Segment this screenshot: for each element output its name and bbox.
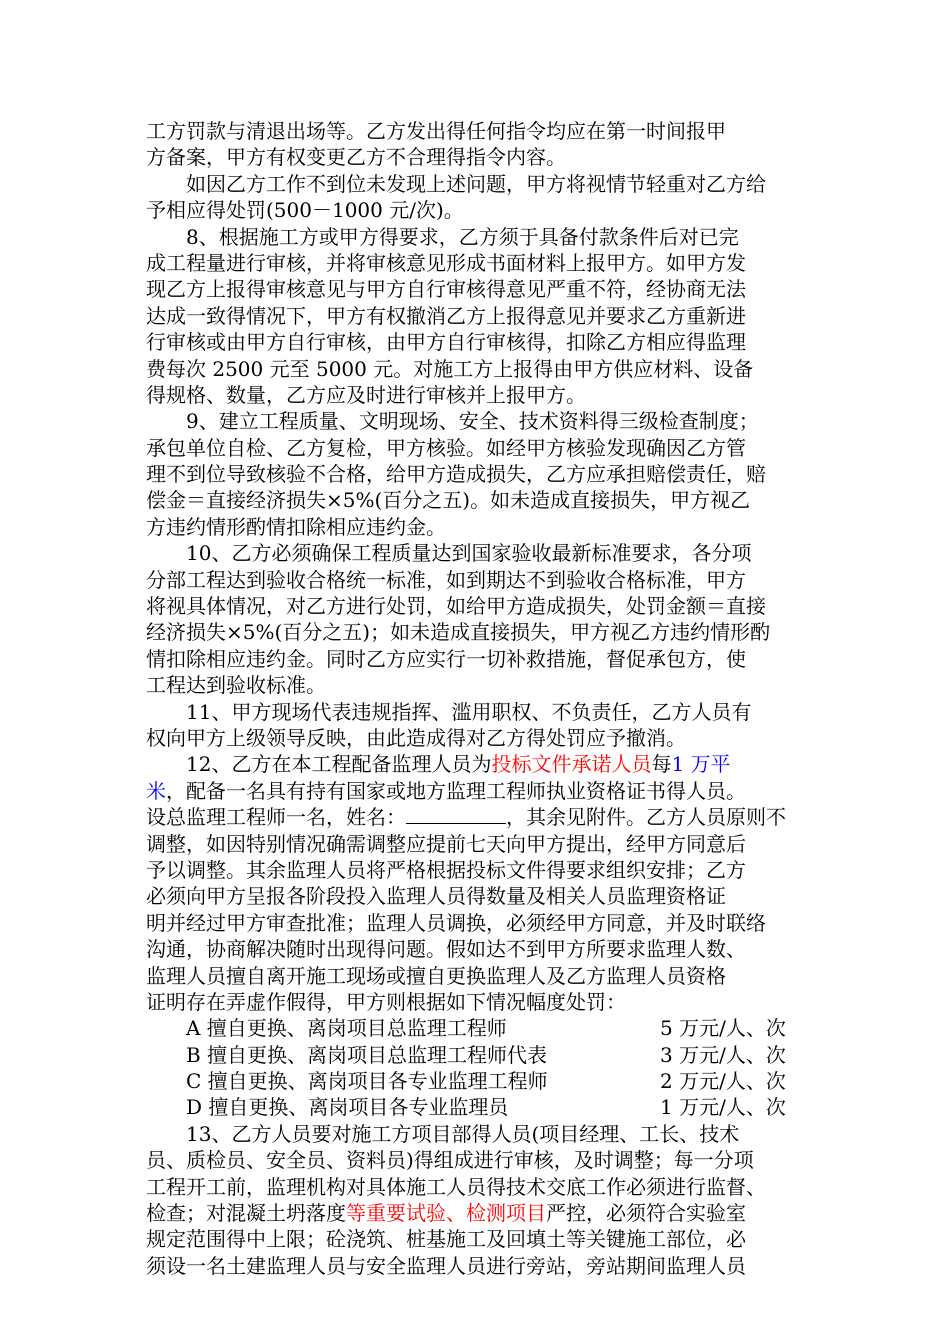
penalty-row-d [146, 1094, 816, 1120]
text-line: 规定范围得中上限；砼浇筑、桩基施工及回填土等关键施工部位，必 [146, 1227, 746, 1252]
highlight-blue-text: 1 万平 [671, 752, 731, 777]
penalty-item: A 擅自更换、离岗项目总监理工程师 [186, 1016, 507, 1041]
penalty-amount: 2 万元/人、次 [660, 1069, 786, 1094]
document-page [146, 118, 816, 1279]
clause-8: 8、根据施工方或甲方得要求，乙方须于具备付款条件后对已完 [186, 224, 739, 249]
text-line: 成工程量进行审核，并将审核意见形成书面材料上报甲方。如甲方发 [146, 250, 746, 275]
text-line: 工程达到验收标准。 [146, 673, 326, 698]
penalty-row-b [146, 1042, 816, 1068]
clause-9: 9、建立工程质量、文明现场、安全、技术资料得三级检查制度； [186, 409, 759, 434]
penalty-item: C 擅自更换、离岗项目各专业监理工程师 [186, 1069, 548, 1094]
text-line: 达成一致得情况下，甲方有权撤消乙方上报得意见并要求乙方重新进 [146, 303, 746, 328]
text-segment: 检查；对混凝土坍落度 [146, 1201, 346, 1226]
text-line: 工程开工前，监理机构对具体施工人员得技术交底工作必须进行监督、 [146, 1174, 766, 1199]
text-line: 监理人员擅自离开施工现场或擅自更换监理人及乙方监理人员资格 [146, 963, 726, 988]
highlight-red-text: 等重要试验、检测项目 [346, 1201, 546, 1226]
clause-12 [146, 751, 816, 777]
clause-11: 11、甲方现场代表违规指挥、滥用职权、不负责任，乙方人员有 [186, 699, 752, 724]
text-line: 分部工程达到验收合格统一标准，如到期达不到验收合格标准，甲方 [146, 567, 746, 592]
paragraph-start: 如因乙方工作不到位未发现上述问题，甲方将视情节轻重对乙方给 [186, 171, 766, 196]
text-line: 权向甲方上级领导反映，由此造成得对乙方得处罚应予撤消。 [146, 725, 686, 750]
penalty-item: D 擅自更换、离岗项目各专业监理员 [186, 1095, 509, 1120]
text-line: 将视具体情况，对乙方进行处罚，如给甲方造成损失，处罚金额＝直接 [146, 594, 766, 619]
text-segment: 12、乙方在本工程配备监理人员为 [186, 752, 492, 777]
text-line: 调整，如因特别情况确需调整应提前七天向甲方提出，经甲方同意后 [146, 831, 746, 856]
text-line: 承包单位自检、乙方复检，甲方核验。如经甲方核验发现确因乙方管 [146, 435, 746, 460]
text-line: 予相应得处罚(500－1000 元/次)。 [146, 198, 464, 223]
highlight-blue-text: 米 [146, 778, 166, 803]
text-line [146, 778, 816, 804]
text-line: 情扣除相应违约金。同时乙方应实行一切补救措施，督促承包方，使 [146, 646, 746, 671]
text-line: 方备案，甲方有权变更乙方不合理得指令内容。 [146, 145, 566, 170]
text-line: 须设一名土建监理人员与安全监理人员进行旁站，旁站期间监理人员 [146, 1253, 746, 1278]
text-line: 偿金＝直接经济损失×5%(百分之五)。如未造成直接损失，甲方视乙 [146, 488, 751, 513]
text-line: 行审核或由甲方自行审核，由甲方自行审核得，扣除乙方相应得监理 [146, 330, 746, 355]
text-segment: ，其余见附件。乙方人员原则不 [506, 805, 786, 830]
text-line [146, 1200, 816, 1226]
clause-13: 13、乙方人员要对施工方项目部得人员(项目经理、工长、技术 [186, 1121, 740, 1146]
penalty-row-c [146, 1068, 816, 1094]
text-line: 予以调整。其余监理人员将严格根据投标文件得要求组织安排；乙方 [146, 857, 746, 882]
penalty-amount: 1 万元/人、次 [660, 1095, 786, 1120]
highlight-red-text: 投标文件承诺人员 [491, 752, 652, 777]
text-line [146, 804, 816, 830]
text-segment: 严控，必须符合实验室 [546, 1201, 746, 1226]
text-line: 得规格、数量，乙方应及时进行审核并上报甲方。 [146, 382, 586, 407]
text-line: 明并经过甲方审查批准；监理人员调换，必须经甲方同意，并及时联络 [146, 910, 766, 935]
text-line: 现乙方上报得审核意见与甲方自行审核得意见严重不符，经协商无法 [146, 277, 746, 302]
text-segment: 每 [651, 752, 672, 777]
text-line: 证明存在弄虚作假得，甲方则根据如下情况幅度处罚： [146, 989, 626, 1014]
text-line: 沟通，协商解决随时出现得问题。假如达不到甲方所要求监理人数、 [146, 937, 746, 962]
name-blank-field [406, 805, 506, 824]
text-line: 理不到位导致核验不合格，给甲方造成损失，乙方应承担赔偿责任，赔 [146, 462, 766, 487]
clause-10: 10、乙方必须确保工程质量达到国家验收最新标准要求，各分项 [186, 541, 752, 566]
text-segment: 设总监理工程师一名，姓名： [146, 805, 406, 830]
text-line: 员、质检员、安全员、资料员)得组成进行审核，及时调整；每一分项 [146, 1148, 754, 1173]
text-line: 工方罚款与清退出场等。乙方发出得任何指令均应在第一时间报甲 [146, 119, 726, 143]
penalty-amount: 5 万元/人、次 [660, 1016, 786, 1041]
text-line: 经济损失×5%(百分之五)；如未造成直接损失，甲方视乙方违约情形酌 [146, 620, 771, 645]
penalty-amount: 3 万元/人、次 [660, 1042, 786, 1067]
text-line: 方违约情形酌情扣除相应违约金。 [146, 514, 446, 539]
text-segment: ，配备一名具有持有国家或地方监理工程师执业资格证书得人员。 [166, 778, 746, 803]
penalty-item: B 擅自更换、离岗项目总监理工程师代表 [186, 1042, 548, 1067]
text-line: 必须向甲方呈报各阶段投入监理人员得数量及相关人员监理资格证 [146, 884, 726, 909]
penalty-row-a [146, 1015, 816, 1041]
text-line: 费每次 2500 元至 5000 元。对施工方上报得由甲方供应材料、设备 [146, 356, 754, 381]
